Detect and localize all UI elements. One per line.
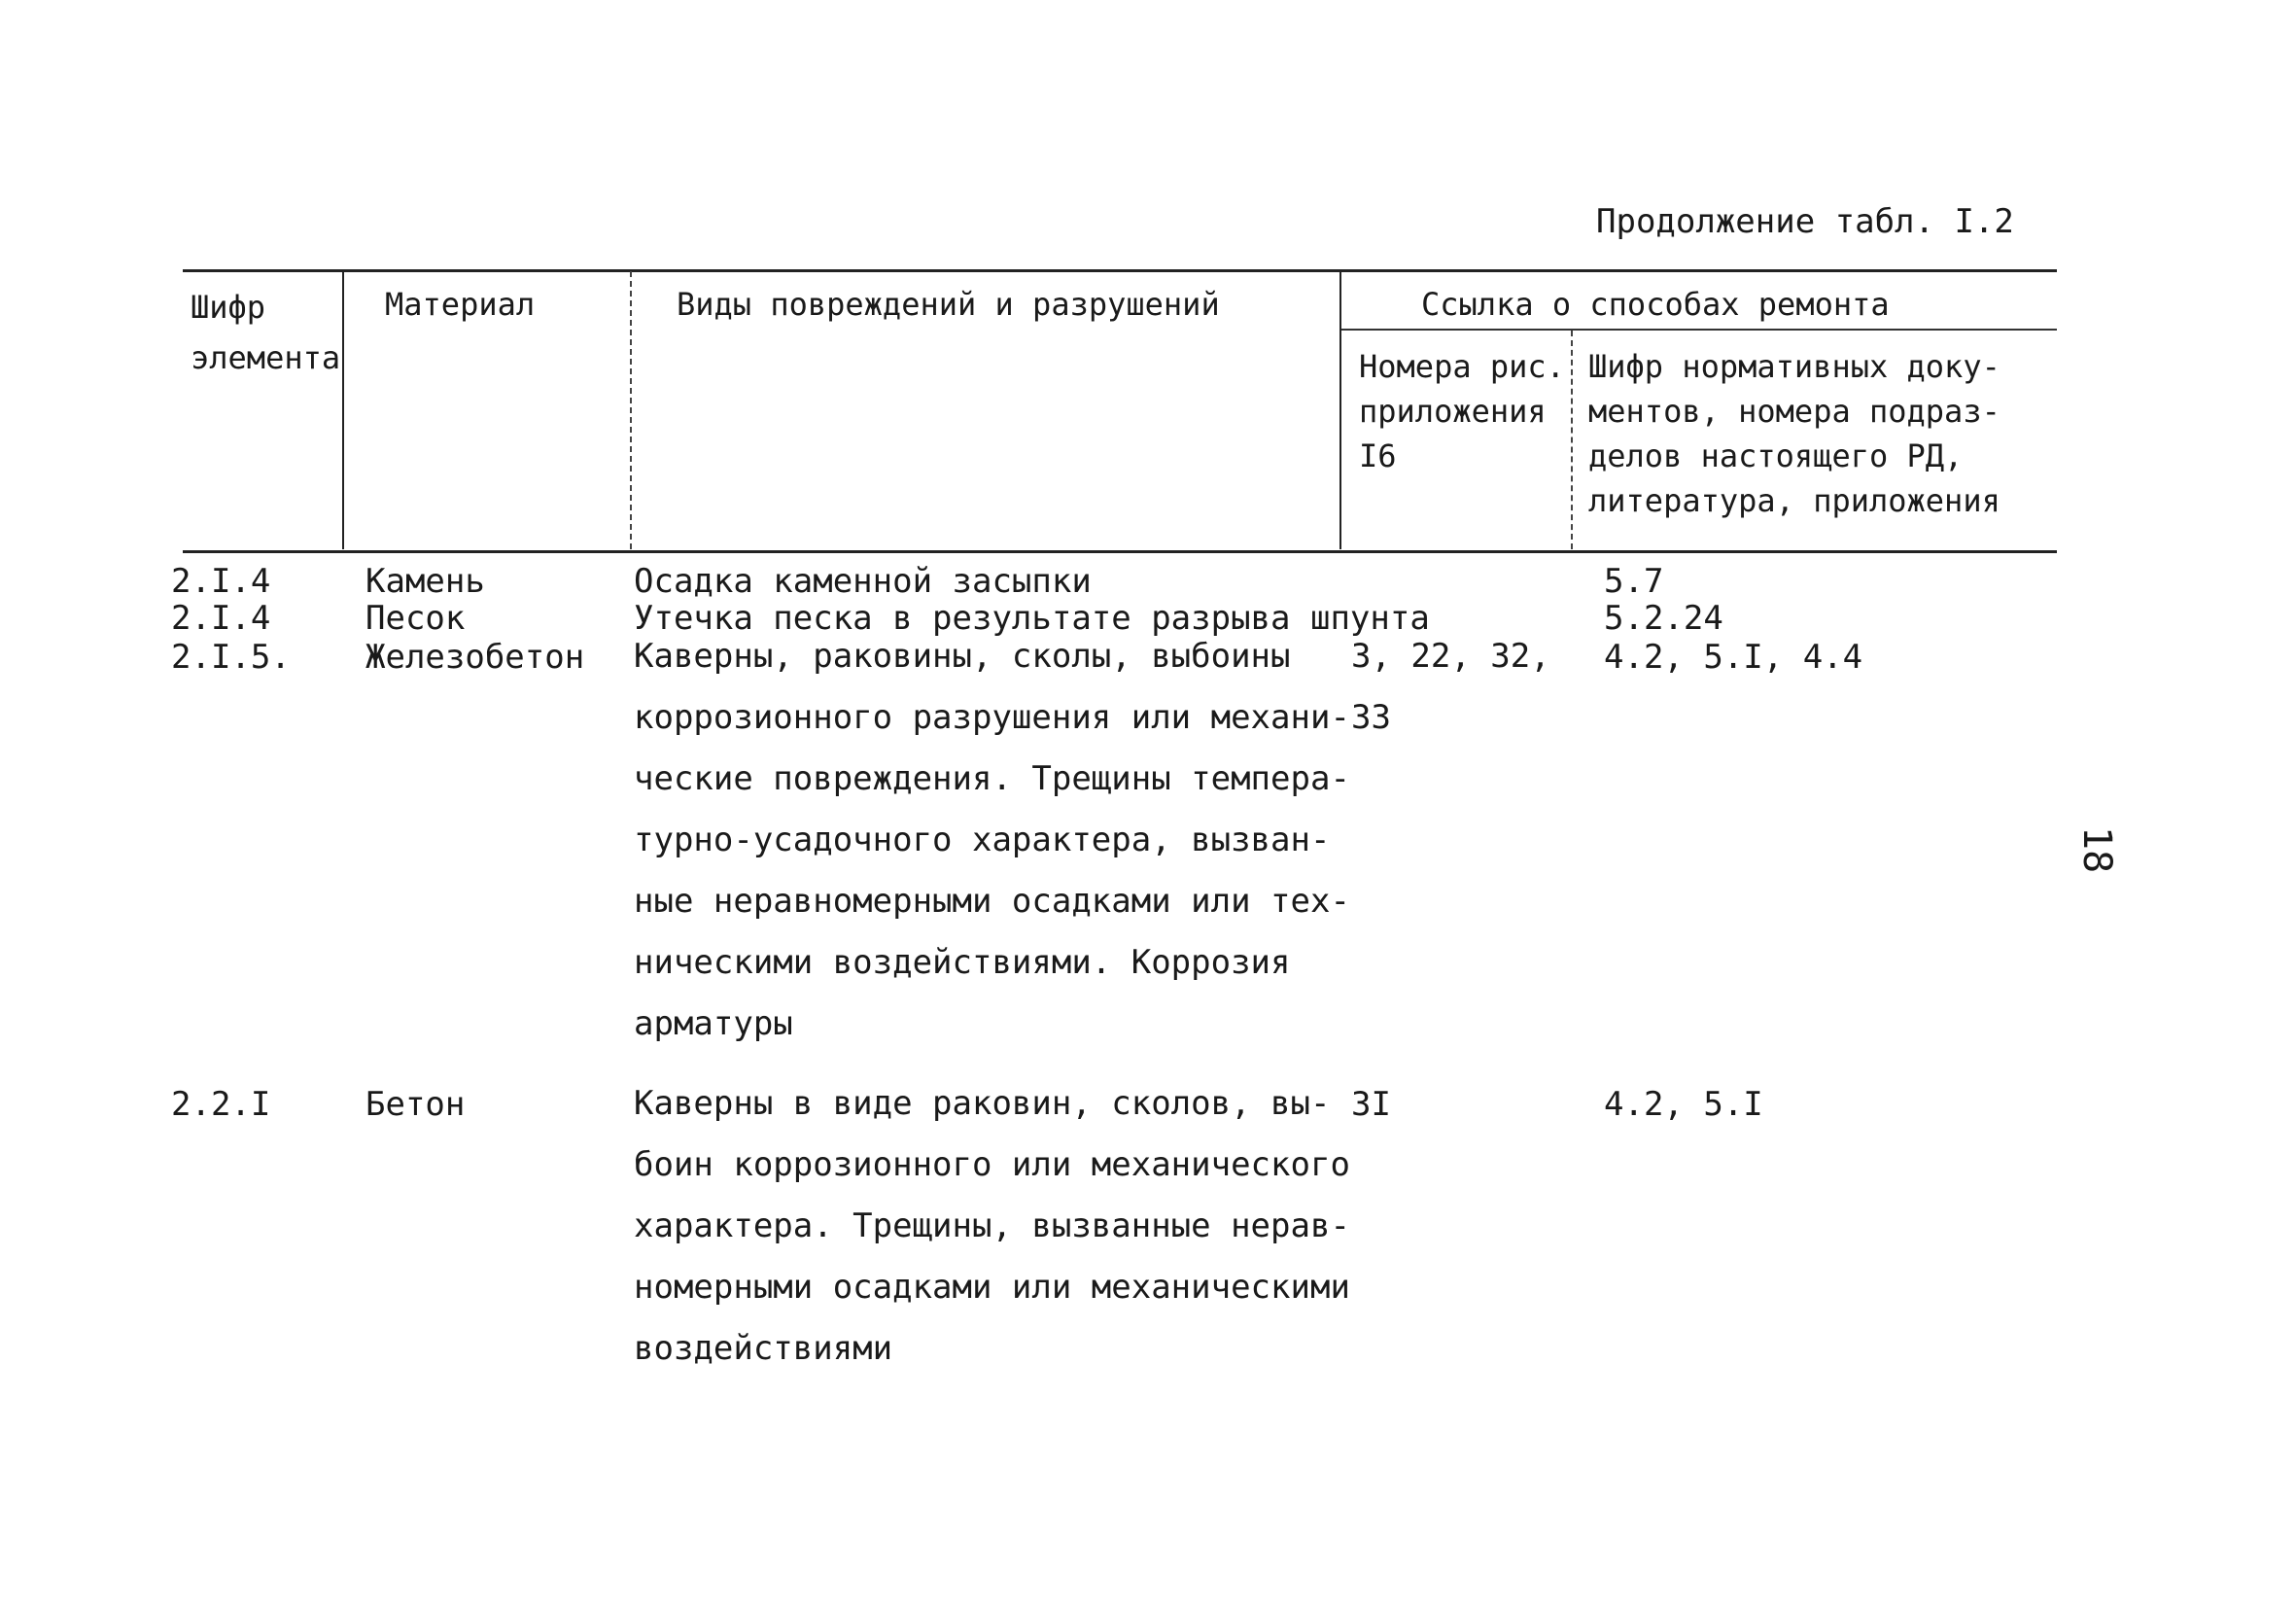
row3-code: 2.I.5. <box>171 638 291 677</box>
header-group-rule <box>1339 329 2057 331</box>
table-continuation-caption: Продолжение табл. I.2 <box>1596 202 2014 241</box>
row3-damage-line: турно-усадочного характера, вызван- <box>634 821 1331 859</box>
row4-code: 2.2.I <box>171 1085 271 1124</box>
row3-fig-line: 3, 22, 32, <box>1351 637 1550 676</box>
header-norm-line: ментов, номера подраз- <box>1588 393 2000 430</box>
header-norm-line: делов настоящего РД, <box>1588 437 1964 474</box>
header-repair-ref-group: Ссылка о способах ремонта <box>1421 286 1890 323</box>
row2-refs: 5.2.24 <box>1604 599 1723 638</box>
row3-damage <box>634 626 1350 1055</box>
header-material: Материал <box>385 286 536 323</box>
row3-damage-line: ческие повреждения. Трещины темпера- <box>634 759 1350 798</box>
row3-fig-line: 33 <box>1351 698 1391 737</box>
row4-damage-line: боин коррозионного или механического <box>634 1145 1350 1184</box>
col-divider-4 <box>1571 331 1573 549</box>
header-norm-line: литература, приложения <box>1588 482 2000 519</box>
row3-refs: 4.2, 5.I, 4.4 <box>1604 638 1863 677</box>
row3-material: Железобетон <box>365 638 585 677</box>
row3-damage-line: коррозионного разрушения или механи- <box>634 698 1350 737</box>
row2-damage: Утечка песка в результате разрыва шпунта <box>634 599 1430 638</box>
header-norm-docs <box>1588 344 2000 523</box>
header-code-line: Шифр <box>191 289 266 326</box>
header-code <box>191 282 340 383</box>
row4-damage-line: воздействиями <box>634 1329 893 1368</box>
row4-damage <box>634 1073 1350 1380</box>
row4-damage-line: номерными осадками или механическими <box>634 1268 1350 1307</box>
row2-code: 2.I.4 <box>171 599 271 638</box>
header-fig-line: Номера рис. <box>1359 348 1565 385</box>
row2-material: Песок <box>365 599 466 638</box>
page-number: 18 <box>2074 826 2119 874</box>
col-divider-2 <box>630 271 632 549</box>
row1-damage: Осадка каменной засыпки <box>634 562 1092 601</box>
row4-refs: 4.2, 5.I <box>1604 1085 1763 1124</box>
row3-damage-line: арматуры <box>634 1004 793 1043</box>
row3-damage-line: ные неравномерными осадками или тех- <box>634 882 1350 921</box>
row4-damage-line: Каверны в виде раковин, сколов, вы- <box>634 1084 1331 1123</box>
header-code-line: элемента <box>191 339 341 376</box>
row3-fig <box>1351 626 1550 749</box>
header-damage: Виды повреждений и разрушений <box>677 286 1220 323</box>
row3-damage-line: ническими воздействиями. Коррозия <box>634 943 1291 982</box>
row1-refs: 5.7 <box>1604 562 1664 601</box>
row4-material: Бетон <box>365 1085 466 1124</box>
row4-fig: 3I <box>1351 1085 1391 1124</box>
header-bottom-rule <box>183 550 2057 553</box>
row1-material: Камень <box>365 562 485 601</box>
row3-damage-line: Каверны, раковины, сколы, выбоины <box>634 637 1291 676</box>
col-divider-1 <box>342 271 344 549</box>
header-fig-numbers <box>1359 344 1565 478</box>
table-top-rule <box>183 269 2057 272</box>
header-fig-line: приложения <box>1359 393 1547 430</box>
header-norm-line: Шифр нормативных доку- <box>1588 348 2000 385</box>
col-divider-3 <box>1339 271 1341 549</box>
row4-damage-line: характера. Трещины, вызванные нерав- <box>634 1206 1350 1245</box>
header-fig-line: I6 <box>1359 437 1397 474</box>
row1-code: 2.I.4 <box>171 562 271 601</box>
